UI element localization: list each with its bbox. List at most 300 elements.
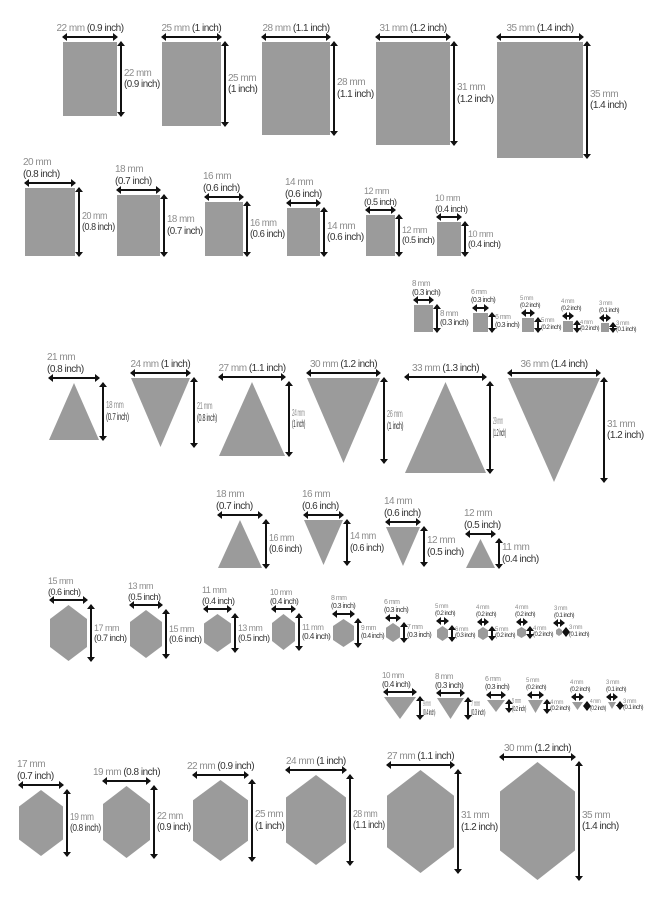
width-mm: 17 mm (17, 759, 46, 770)
width-inch: (1.3 inch) (442, 362, 480, 374)
width-mm: 4 mm (570, 680, 583, 687)
square-shape (497, 42, 583, 158)
height-arrow-icon (453, 42, 455, 145)
height-arrow-icon (246, 202, 248, 256)
width-arrow-icon (386, 617, 400, 619)
height-inch: (0.2 inch) (533, 632, 554, 639)
height-mm: 10 mm (468, 228, 494, 239)
height-inch: (0.6 inch) (269, 544, 302, 555)
height-label (167, 214, 203, 237)
width-inch: (0.4 inch) (435, 203, 468, 214)
triangle-down-shape (384, 697, 416, 719)
height-label (541, 318, 561, 332)
height-label (616, 321, 636, 335)
width-arrow-icon (572, 696, 583, 698)
height-mm: 22 mm (157, 810, 183, 822)
width-inch: (1.2 inch) (534, 742, 572, 754)
width-mm: 11 mm (202, 585, 227, 596)
width-label (485, 676, 509, 692)
height-inch: (1.1 inch) (337, 88, 374, 100)
hexagon-shape (286, 775, 346, 865)
square-shape (205, 202, 243, 256)
width-mm: 6 mm (384, 598, 400, 606)
height-arrow-icon (66, 790, 68, 856)
height-arrow-icon (419, 697, 421, 719)
height-arrow-icon (357, 619, 359, 647)
height-mm: 3 mm (616, 320, 629, 327)
hexagon-shape (386, 623, 400, 642)
hexagon-shape (193, 780, 248, 861)
width-mm: 6 mm (485, 675, 501, 683)
width-label (554, 606, 574, 620)
width-arrow-icon (366, 209, 395, 211)
height-arrow-icon (298, 614, 300, 650)
width-arrow-icon (386, 521, 420, 523)
width-arrow-icon (376, 36, 450, 38)
hexagon-shape (50, 605, 87, 661)
width-arrow-icon (162, 36, 221, 38)
height-label (533, 626, 553, 640)
width-label (387, 751, 454, 763)
width-arrow-icon (272, 608, 295, 610)
width-label (520, 296, 540, 310)
width-mm: 4 mm (476, 605, 489, 612)
height-label (255, 809, 284, 832)
height-inch: (0.4 inch) (361, 632, 385, 640)
height-arrow-icon (153, 786, 155, 858)
height-label (550, 700, 570, 714)
height-arrow-icon (323, 208, 325, 256)
width-inch: (0.6 inch) (384, 507, 421, 519)
width-inch: (1.1 inch) (292, 22, 330, 34)
height-label (495, 627, 515, 641)
width-mm: 22 mm (56, 22, 85, 34)
width-mm: 5 mm (526, 678, 539, 685)
width-inch: (0.9 inch) (217, 760, 255, 772)
width-arrow-icon (50, 599, 87, 601)
width-arrow-icon (204, 608, 231, 610)
height-mm: 20 mm (82, 210, 108, 222)
width-label (504, 743, 571, 755)
width-mm: 14 mm (285, 177, 314, 188)
width-label (202, 585, 235, 606)
width-arrow-icon (219, 376, 285, 378)
height-arrow-icon (251, 780, 253, 861)
height-mm: 35 mm (582, 809, 611, 821)
width-inch: (0.7 inch) (115, 175, 152, 187)
width-label (286, 756, 346, 768)
width-label (93, 767, 160, 779)
width-mm: 12 mm (364, 186, 390, 197)
height-arrow-icon (586, 42, 588, 158)
width-mm: 3 mm (606, 680, 619, 687)
height-mm: 7 mm (471, 699, 480, 709)
height-inch: (0.9 inch) (124, 79, 160, 90)
width-mm: 33 mm (412, 362, 441, 374)
width-mm: 18 mm (216, 489, 245, 500)
width-mm: 8 mm (331, 594, 347, 602)
width-label (331, 595, 355, 611)
height-arrow-icon (102, 383, 104, 440)
triangle-up-shape (219, 382, 285, 456)
width-arrow-icon (487, 694, 505, 696)
width-label (515, 605, 535, 619)
height-inch: (1 inch) (292, 419, 306, 430)
height-label (590, 699, 606, 713)
height-mm: 5 mm (512, 697, 522, 705)
triangle-up-shape (218, 520, 262, 568)
height-arrow-icon (489, 382, 491, 473)
height-label (250, 218, 285, 241)
triangle-down-shape (437, 698, 464, 719)
height-inch: (0.4 inch) (423, 707, 436, 717)
height-mm: 6 mm (455, 626, 468, 633)
width-arrow-icon (600, 317, 610, 319)
height-arrow-icon (403, 623, 405, 642)
width-label (599, 301, 619, 315)
triangle-up-shape (466, 539, 495, 568)
width-inch: (0.3 inch) (485, 683, 510, 691)
width-label (263, 23, 330, 35)
width-mm: 10 mm (270, 587, 292, 597)
height-arrow-icon (578, 762, 580, 880)
width-inch: (0.1 inch) (599, 308, 620, 315)
height-mm: 11 mm (302, 622, 324, 632)
square-shape (473, 313, 488, 332)
height-label (82, 211, 115, 234)
width-inch: (0.3 inch) (331, 602, 356, 610)
height-label (468, 229, 501, 250)
width-mm: 18 mm (115, 164, 144, 175)
square-shape (162, 42, 221, 126)
width-arrow-icon (522, 312, 534, 314)
height-inch: (0.2 inch) (550, 706, 571, 713)
width-inch: (0.6 inch) (302, 500, 339, 512)
width-inch: (0.3 inch) (412, 287, 441, 297)
width-inch: (0.4 inch) (202, 595, 235, 606)
height-arrow-icon (491, 313, 493, 332)
height-inch: (0.3 inch) (407, 632, 432, 640)
height-arrow-icon (120, 42, 122, 116)
height-mm: 14 mm (350, 531, 376, 542)
height-mm: 12 mm (402, 225, 428, 236)
width-inch: (0.3 inch) (471, 296, 496, 304)
width-inch: (0.2 inch) (570, 687, 591, 694)
height-arrow-icon (265, 520, 267, 568)
height-mm: 5 mm (541, 318, 554, 325)
height-inch: (0.5 inch) (427, 546, 464, 558)
width-arrow-icon (307, 372, 380, 374)
height-inch: (0.4 inch) (302, 631, 331, 641)
height-inch: (1 inch) (255, 820, 285, 832)
square-shape (287, 208, 320, 256)
width-arrow-icon (437, 620, 448, 622)
height-inch: (0.6 inch) (250, 229, 285, 240)
height-label (197, 401, 217, 424)
width-inch: (0.7 inch) (216, 500, 253, 512)
width-inch: (0.5 inch) (364, 196, 397, 207)
height-mm: 25 mm (255, 809, 284, 820)
height-inch: (0.2 inch) (512, 705, 527, 713)
height-arrow-icon (193, 378, 195, 447)
height-label (169, 624, 202, 645)
height-inch: (0.6 inch) (350, 542, 384, 554)
height-inch: (0.3 inch) (495, 322, 520, 330)
width-mm: 24 mm (130, 358, 159, 370)
triangle-down-shape (508, 378, 600, 482)
height-label (569, 625, 589, 639)
width-inch: (0.8 inch) (23, 168, 60, 180)
height-arrow-icon (451, 626, 453, 641)
width-arrow-icon (63, 36, 117, 38)
width-label (270, 588, 298, 606)
width-arrow-icon (387, 764, 454, 766)
width-mm: 24 mm (286, 755, 315, 767)
height-mm: 28 mm (337, 77, 366, 88)
width-inch: (0.3 inch) (435, 680, 464, 690)
height-mm: 9 mm (423, 698, 431, 708)
width-mm: 30 mm (504, 742, 533, 754)
height-mm: 6 mm (495, 314, 511, 322)
width-label (203, 171, 240, 194)
height-mm: 35 mm (590, 88, 619, 100)
width-label (435, 604, 455, 618)
height-label (402, 225, 435, 246)
width-mm: 14 mm (384, 496, 413, 507)
height-inch: (0.4 inch) (502, 553, 539, 565)
height-label (361, 625, 384, 641)
width-arrow-icon (478, 621, 488, 623)
width-mm: 3 mm (554, 606, 567, 613)
width-mm: 35 mm (506, 22, 535, 34)
height-label (94, 623, 127, 644)
width-arrow-icon (405, 376, 486, 378)
height-label (471, 699, 485, 717)
height-arrow-icon (537, 318, 539, 332)
width-inch: (0.8 inch) (123, 766, 161, 778)
width-inch: (1.1 inch) (417, 750, 455, 762)
width-arrow-icon (500, 756, 575, 758)
width-label (364, 186, 397, 207)
width-arrow-icon (414, 299, 433, 301)
height-inch: (0.1 inch) (623, 705, 644, 712)
width-arrow-icon (218, 514, 262, 516)
width-mm: 22 mm (187, 760, 216, 772)
square-shape (601, 323, 609, 332)
height-label (623, 699, 643, 713)
width-inch: (1.4 inch) (550, 358, 588, 370)
height-arrow-icon (565, 628, 567, 636)
width-inch: (0.1 inch) (606, 687, 627, 694)
height-arrow-icon (529, 627, 531, 638)
width-mm: 4 mm (515, 605, 528, 612)
square-shape (437, 222, 461, 256)
triangle-down-shape (386, 527, 420, 566)
height-label (502, 542, 539, 565)
width-mm: 10 mm (435, 193, 461, 204)
width-mm: 8 mm (435, 671, 453, 681)
width-arrow-icon (49, 377, 99, 379)
width-arrow-icon (287, 202, 320, 204)
width-arrow-icon (497, 36, 583, 38)
width-arrow-icon (262, 36, 330, 38)
width-arrow-icon (528, 694, 543, 696)
height-label (495, 314, 519, 330)
width-inch: (0.5 inch) (464, 519, 501, 531)
width-arrow-icon (384, 691, 416, 693)
height-inch: (0.2 inch) (580, 326, 600, 333)
height-inch: (0.7 inch) (167, 225, 203, 237)
height-label (607, 419, 644, 442)
width-inch: (0.2 inch) (561, 306, 582, 313)
width-label (310, 359, 377, 371)
height-label (292, 408, 305, 431)
height-arrow-icon (78, 188, 80, 256)
height-inch: (0.5 inch) (238, 632, 270, 643)
width-inch: (0.3 inch) (384, 606, 409, 614)
height-mm: 8 mm (440, 309, 458, 319)
height-label (461, 810, 498, 833)
height-arrow-icon (234, 614, 236, 652)
height-mm: 24 mm (292, 407, 305, 419)
height-mm: 31 mm (457, 82, 486, 93)
width-inch: (1.2 inch) (340, 358, 378, 370)
width-label (216, 489, 253, 512)
width-inch: (0.2 inch) (476, 612, 497, 619)
width-arrow-icon (117, 189, 160, 191)
height-inch: (0.3 inch) (471, 708, 486, 718)
height-inch: (0.1 inch) (616, 327, 637, 334)
height-inch: (1.4 inch) (582, 821, 619, 832)
height-inch: (0.7 inch) (106, 411, 129, 423)
triangle-down-shape (307, 378, 380, 463)
width-mm: 16 mm (302, 489, 331, 500)
width-label (162, 23, 222, 35)
width-arrow-icon (333, 613, 354, 615)
width-mm: 27 mm (218, 362, 247, 374)
height-inch: (0.3 inch) (455, 633, 476, 640)
width-arrow-icon (473, 307, 488, 309)
height-inch: (0.2 inch) (541, 324, 562, 331)
height-mm: 4 mm (580, 319, 593, 326)
height-arrow-icon (163, 195, 165, 256)
height-label (350, 531, 384, 554)
height-label (512, 698, 526, 714)
height-label (269, 533, 302, 556)
width-inch: (0.5 inch) (128, 591, 161, 602)
height-arrow-icon (165, 610, 167, 658)
height-label (353, 809, 385, 832)
height-arrow-icon (467, 698, 469, 719)
height-arrow-icon (224, 42, 226, 126)
height-inch: (0.8 inch) (70, 823, 101, 834)
triangle-down-shape (572, 702, 583, 710)
width-inch: (1.2 inch) (409, 22, 447, 34)
height-inch: (1.2 inch) (607, 430, 644, 441)
height-mm: 9 mm (361, 624, 376, 632)
height-arrow-icon (491, 627, 493, 640)
width-inch: (1.4 inch) (536, 22, 574, 34)
width-arrow-icon (131, 372, 190, 374)
width-inch: (1 inch) (316, 755, 346, 767)
triangle-down-shape (131, 378, 190, 447)
height-arrow-icon (333, 42, 335, 135)
height-mm: 14 mm (327, 220, 356, 232)
width-inch: (0.4 inch) (270, 596, 299, 606)
hexagon-shape (437, 626, 448, 641)
width-label (412, 279, 440, 297)
width-arrow-icon (607, 696, 617, 698)
width-mm: 15 mm (48, 576, 74, 587)
width-label (521, 359, 588, 371)
square-shape (117, 195, 160, 256)
width-mm: 16 mm (203, 171, 232, 182)
width-arrow-icon (25, 182, 75, 184)
width-mm: 20 mm (23, 157, 52, 168)
width-label (382, 671, 410, 689)
height-inch: (0.7 inch) (94, 632, 127, 643)
height-inch: (0.2 inch) (590, 705, 607, 712)
width-label (302, 489, 339, 512)
height-inch: (1.2 inch) (457, 93, 494, 105)
triangle-down-shape (304, 520, 343, 565)
triangle-down-shape (608, 702, 616, 709)
width-inch: (1 inch) (160, 358, 191, 370)
height-mm: 16 mm (269, 532, 295, 544)
height-inch: (0.6 inch) (327, 232, 364, 243)
height-mm: 4 mm (550, 699, 563, 706)
width-label (384, 599, 408, 615)
triangle-up-shape (49, 383, 99, 440)
height-arrow-icon (603, 378, 605, 482)
height-mm: 22 mm (124, 67, 152, 79)
width-mm: 36 mm (520, 358, 549, 370)
height-mm: 4 mm (533, 625, 546, 632)
height-arrow-icon (346, 520, 348, 565)
height-mm: 18 mm (106, 400, 124, 411)
hexagon-shape (500, 762, 575, 880)
width-arrow-icon (130, 604, 162, 606)
height-mm: 11 mm (502, 542, 530, 553)
height-mm: 18 mm (167, 214, 195, 225)
hexagon-shape (103, 786, 150, 858)
height-mm: 28 mm (353, 808, 378, 820)
width-inch: (0.9 inch) (86, 22, 124, 34)
height-mm: 12 mm (427, 535, 456, 546)
width-mm: 30 mm (310, 358, 339, 370)
height-mm: 19 mm (70, 811, 94, 823)
height-mm: 3 mm (569, 625, 582, 632)
height-arrow-icon (498, 539, 500, 568)
width-inch: (0.1 inch) (554, 613, 575, 620)
height-mm: 29 mm (493, 416, 503, 427)
width-arrow-icon (563, 315, 573, 317)
width-label (219, 363, 286, 375)
width-mm: 12 mm (464, 508, 493, 519)
width-arrow-icon (466, 533, 495, 535)
height-label (455, 627, 475, 641)
triangle-up-shape (405, 382, 486, 473)
height-label (493, 416, 506, 439)
height-label (157, 811, 191, 834)
square-shape (414, 305, 433, 332)
height-arrow-icon (423, 527, 425, 566)
height-inch: (1.4 inch) (590, 100, 627, 111)
height-arrow-icon (349, 775, 351, 865)
width-label (476, 605, 496, 619)
height-label (106, 400, 129, 423)
width-arrow-icon (205, 196, 243, 198)
